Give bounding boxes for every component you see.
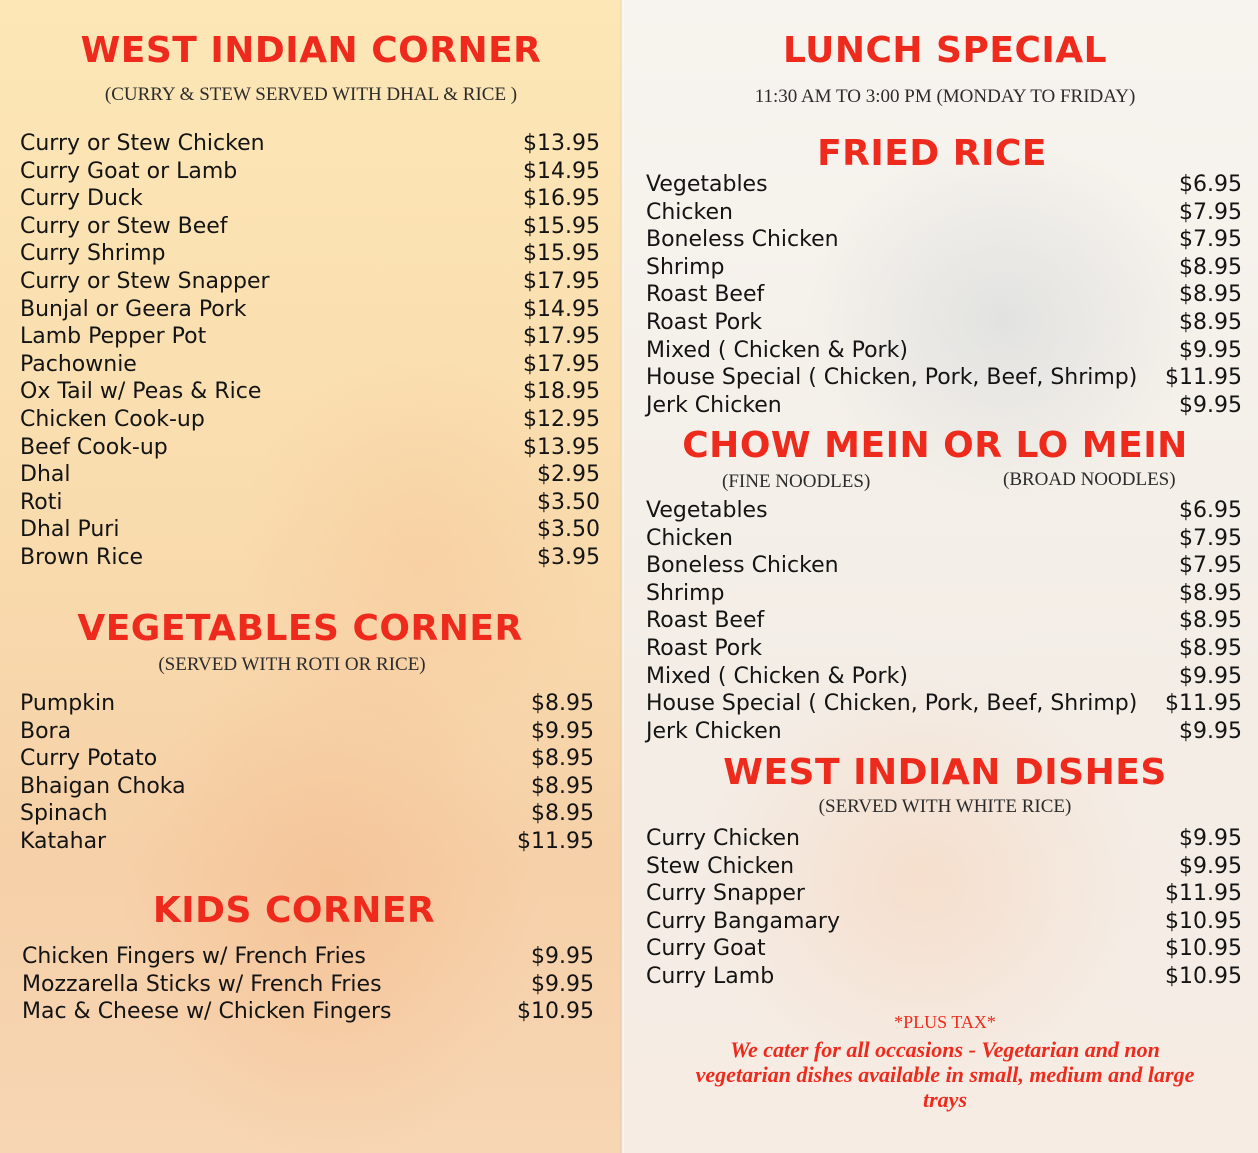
menu-item-name: Roast Pork <box>646 635 763 661</box>
menu-item <box>646 853 1242 881</box>
menu-item <box>646 497 1242 525</box>
menu-item <box>20 516 600 544</box>
menu-item <box>20 158 600 186</box>
menu-item-price: $10.95 <box>1165 908 1242 934</box>
menu-item-price: $8.95 <box>531 746 594 772</box>
menu-item-name: Bunjal or Geera Pork <box>20 296 247 322</box>
menu-item-price: $3.95 <box>537 544 600 570</box>
menu-item-name: House Special ( Chicken, Pork, Beef, Shrimp) <box>646 365 1138 391</box>
menu-item <box>646 607 1242 635</box>
menu-item <box>20 130 600 158</box>
menu-fold-line <box>620 0 624 1153</box>
menu-item-name: Roast Beef <box>646 608 765 634</box>
menu-item-price: $8.95 <box>531 773 594 799</box>
west-indian-dishes-subtitle: (SERVED WITH WHITE RICE) <box>818 796 1072 817</box>
menu-item <box>20 690 594 718</box>
menu-item-price: $9.95 <box>531 944 594 969</box>
menu-item-price: $11.95 <box>517 828 594 854</box>
menu-item <box>20 323 600 351</box>
menu-item <box>20 268 600 296</box>
menu-item-price: $7.95 <box>1179 525 1242 551</box>
menu-item-price: $14.95 <box>523 296 600 322</box>
menu-item-price: $13.95 <box>523 131 600 156</box>
menu-item <box>646 552 1242 580</box>
menu-item-name: Chicken Cook-up <box>20 406 205 432</box>
menu-item <box>646 254 1242 282</box>
menu-item-name: Curry or Stew Chicken <box>20 131 265 156</box>
menu-item-name: Vegetables <box>646 172 768 197</box>
west-indian-dishes-heading: WEST INDIAN DISHES <box>723 752 1167 793</box>
menu-item-name: Chicken Fingers w/ French Fries <box>22 944 366 969</box>
menu-item-name: Curry or Stew Snapper <box>20 268 270 294</box>
menu-item-price: $15.95 <box>523 213 600 239</box>
menu-item <box>20 745 594 773</box>
menu-item-price: $8.95 <box>1179 608 1242 634</box>
menu-item <box>646 580 1242 608</box>
menu-item-price: $16.95 <box>523 186 600 212</box>
menu-item <box>646 718 1242 746</box>
menu-item-price: $17.95 <box>523 351 600 377</box>
vegetables-corner-list <box>20 690 594 856</box>
menu-item-name: Spinach <box>20 801 108 827</box>
menu-item-price: $11.95 <box>1165 365 1242 391</box>
menu-item-price: $9.95 <box>1179 853 1242 879</box>
menu-item <box>646 364 1242 392</box>
fried-rice-list <box>646 171 1242 419</box>
lunch-special-heading: LUNCH SPECIAL <box>782 30 1108 71</box>
west-indian-corner-subtitle: (CURRY & STEW SERVED WITH DHAL & RICE ) <box>104 84 518 105</box>
menu-item-price: $9.95 <box>1179 663 1242 689</box>
menu-item-name: Curry Potato <box>20 746 158 772</box>
menu-item-name: Shrimp <box>646 580 725 606</box>
chow-mein-heading: CHOW MEIN OR LO MEIN <box>682 425 1188 466</box>
menu-item <box>22 998 594 1026</box>
menu-item-price: $7.95 <box>1179 227 1242 253</box>
menu-item-price: $14.95 <box>523 158 600 184</box>
menu-item-name: Mixed ( Chicken & Pork) <box>646 337 908 363</box>
menu-item-price: $12.95 <box>523 406 600 432</box>
menu-item <box>20 773 594 801</box>
menu-item-price: $8.95 <box>1179 254 1242 280</box>
menu-item-name: Vegetables <box>646 498 768 523</box>
broad-noodles-label: (BROAD NOODLES) <box>1003 469 1176 490</box>
menu-item-price: $8.95 <box>531 801 594 827</box>
menu-item-name: Beef Cook-up <box>20 434 168 460</box>
menu-item-price: $9.95 <box>1179 337 1242 363</box>
menu-item-price: $17.95 <box>523 324 600 350</box>
menu-item-name: Curry or Stew Beef <box>20 213 228 239</box>
menu-item-name: Shrimp <box>646 254 725 280</box>
menu-item <box>20 828 594 856</box>
menu-item-name: Brown Rice <box>20 544 144 570</box>
menu-item-price: $10.95 <box>1165 963 1242 989</box>
menu-item-price: $10.95 <box>517 999 594 1025</box>
menu-item <box>20 296 600 324</box>
menu-item <box>646 690 1242 718</box>
menu-item-price: $8.95 <box>531 691 594 716</box>
menu-item-name: Mixed ( Chicken & Pork) <box>646 663 908 689</box>
menu-item-price: $9.95 <box>1179 826 1242 851</box>
menu-item-name: Dhal <box>20 462 71 488</box>
menu-item-name: Curry Goat <box>646 936 766 962</box>
menu-item <box>20 461 600 489</box>
menu-item-price: $9.95 <box>1179 718 1242 744</box>
menu-item-price: $3.50 <box>537 489 600 515</box>
menu-item <box>20 213 600 241</box>
menu-item-price: $6.95 <box>1179 172 1242 197</box>
menu-item-name: Roast Beef <box>646 282 765 308</box>
right-menu-panel <box>622 0 1258 1153</box>
menu-item <box>646 281 1242 309</box>
menu-item <box>646 226 1242 254</box>
menu-item-price: $8.95 <box>1179 635 1242 661</box>
vegetables-corner-heading: VEGETABLES CORNER <box>77 608 523 649</box>
menu-item <box>20 718 594 746</box>
fried-rice-heading: FRIED RICE <box>817 133 1047 174</box>
menu-item-price: $8.95 <box>1179 580 1242 606</box>
west-indian-dishes-list <box>646 825 1242 991</box>
kids-corner-list <box>22 943 594 1026</box>
menu-item-name: Curry Shrimp <box>20 241 166 267</box>
menu-item-name: Stew Chicken <box>646 853 795 879</box>
menu-item-name: Mac & Cheese w/ Chicken Fingers <box>22 999 392 1025</box>
menu-item-price: $3.50 <box>537 517 600 543</box>
menu-item-price: $2.95 <box>537 462 600 488</box>
menu-item <box>20 800 594 828</box>
chow-mein-list <box>646 497 1242 745</box>
menu-item-price: $11.95 <box>1165 691 1242 717</box>
catering-note: We cater for all occasions - Vegetarian and non vegetarian dishes available in small, medium and large trays <box>695 1037 1195 1112</box>
menu-item-price: $11.95 <box>1165 881 1242 907</box>
fine-noodles-label: (FINE NOODLES) <box>722 471 871 492</box>
menu-item-name: Lamb Pepper Pot <box>20 324 207 350</box>
menu-item-name: Jerk Chicken <box>646 718 782 744</box>
menu-item-name: House Special ( Chicken, Pork, Beef, Shrimp) <box>646 691 1138 717</box>
menu-item-name: Pachownie <box>20 351 137 377</box>
menu-item <box>646 309 1242 337</box>
menu-item-name: Curry Bangamary <box>646 908 840 934</box>
menu-item <box>646 199 1242 227</box>
menu-item <box>646 337 1242 365</box>
kids-corner-heading: KIDS CORNER <box>152 890 436 931</box>
menu-item-name: Jerk Chicken <box>646 392 782 418</box>
menu-item <box>646 825 1242 853</box>
west-indian-corner-list <box>20 130 600 572</box>
menu-item-name: Katahar <box>20 828 107 854</box>
menu-item-name: Chicken <box>646 199 733 225</box>
plus-tax-note: *PLUS TAX* <box>894 1012 996 1032</box>
menu-item <box>20 434 600 462</box>
menu-item-price: $7.95 <box>1179 553 1242 579</box>
menu-item-price: $10.95 <box>1165 936 1242 962</box>
menu-item-name: Curry Chicken <box>646 826 800 851</box>
menu-item-name: Boneless Chicken <box>646 227 839 253</box>
menu-item <box>646 392 1242 420</box>
menu-item-name: Boneless Chicken <box>646 553 839 579</box>
menu-item-name: Curry Goat or Lamb <box>20 158 238 184</box>
left-menu-panel <box>0 0 622 1153</box>
menu-item-price: $17.95 <box>523 268 600 294</box>
menu-item-name: Dhal Puri <box>20 517 120 543</box>
menu-item <box>20 378 600 406</box>
menu-item <box>22 971 594 999</box>
menu-item <box>646 908 1242 936</box>
menu-item-price: $13.95 <box>523 434 600 460</box>
menu-item <box>20 544 600 572</box>
menu-item-price: $9.95 <box>531 971 594 997</box>
menu-item <box>646 963 1242 991</box>
menu-item-name: Bhaigan Choka <box>20 773 186 799</box>
menu-item <box>646 663 1242 691</box>
menu-item-price: $15.95 <box>523 241 600 267</box>
menu-item <box>20 406 600 434</box>
menu-item-price: $9.95 <box>1179 392 1242 418</box>
menu-item-name: Ox Tail w/ Peas & Rice <box>20 379 262 405</box>
lunch-special-hours: 11:30 AM TO 3:00 PM (MONDAY TO FRIDAY) <box>754 86 1136 107</box>
menu-item-price: $8.95 <box>1179 282 1242 308</box>
menu-item <box>20 489 600 517</box>
vegetables-corner-subtitle: (SERVED WITH ROTI OR RICE) <box>158 654 426 675</box>
menu-item <box>20 351 600 379</box>
menu-item-name: Curry Duck <box>20 186 143 212</box>
menu-item-name: Bora <box>20 718 72 744</box>
west-indian-corner-heading: WEST INDIAN CORNER <box>80 30 542 71</box>
menu-item <box>646 171 1242 199</box>
menu-item-name: Roti <box>20 489 63 515</box>
menu-item-price: $8.95 <box>1179 309 1242 335</box>
menu-item <box>646 935 1242 963</box>
menu-item <box>20 185 600 213</box>
menu-item-price: $18.95 <box>523 379 600 405</box>
menu-item <box>646 635 1242 663</box>
menu-item-name: Curry Lamb <box>646 963 775 989</box>
menu-item-price: $7.95 <box>1179 199 1242 225</box>
menu-item-name: Mozzarella Sticks w/ French Fries <box>22 971 382 997</box>
menu-item <box>22 943 594 971</box>
menu-item <box>646 880 1242 908</box>
menu-item-name: Pumpkin <box>20 691 116 716</box>
menu-item-price: $9.95 <box>531 718 594 744</box>
menu-item-name: Chicken <box>646 525 733 551</box>
menu-item-name: Roast Pork <box>646 309 763 335</box>
menu-item <box>646 525 1242 553</box>
menu-item <box>20 240 600 268</box>
menu-item-price: $6.95 <box>1179 498 1242 523</box>
menu-item-name: Curry Snapper <box>646 881 805 907</box>
